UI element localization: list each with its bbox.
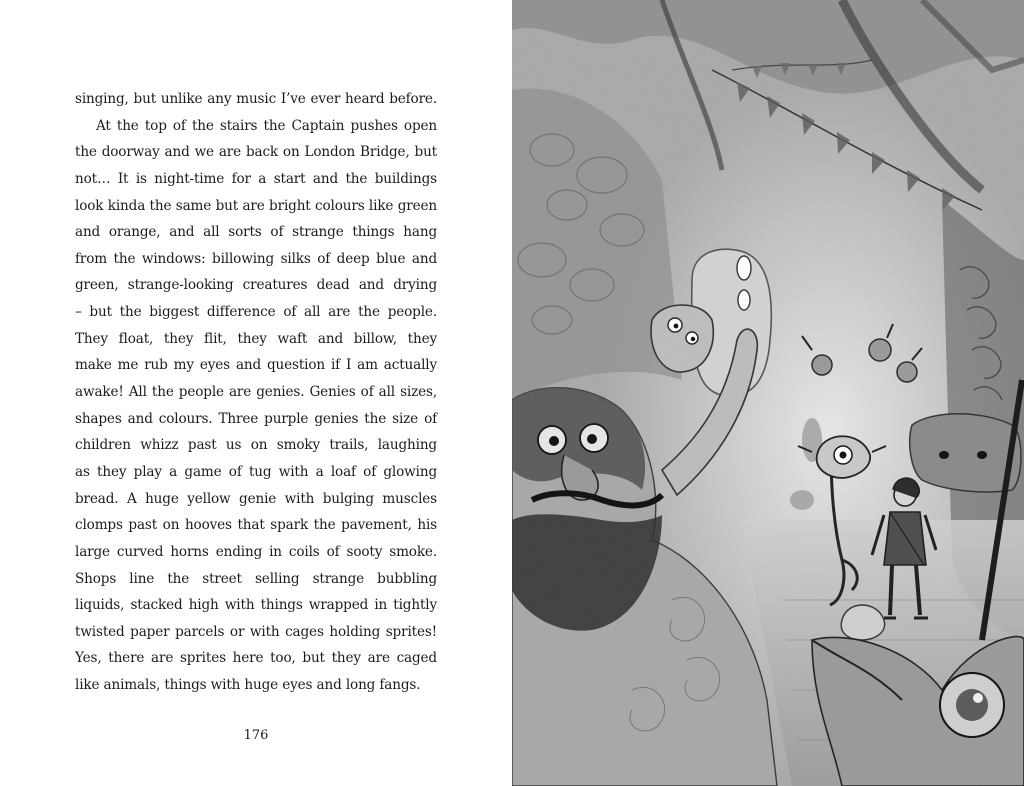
text-line: awake! All the people are genies. Genies of all sizes,	[75, 384, 437, 401]
text-line: Yes, there are sprites here too, but they are caged	[75, 650, 437, 667]
text-line: clomps past on hooves that spark the pavement, his	[75, 517, 437, 534]
text-line: twisted paper parcels or with cages holding sprites!	[75, 623, 437, 640]
text-line: make me rub my eyes and question if I am actually	[75, 357, 437, 374]
text-line: They float, they flit, they waft and billow, they	[75, 330, 437, 347]
text-line: from the windows: billowing silks of deep blue and	[75, 250, 437, 267]
text-line: – but the biggest difference of all are the people.	[75, 304, 437, 321]
text-line: shapes and colours. Three purple genies the size of	[75, 410, 437, 427]
page-number: 176	[243, 728, 269, 743]
text-line: not… It is night-time for a start and the buildings	[75, 170, 437, 187]
text-line: large curved horns ending in coils of sooty smoke.	[75, 543, 437, 560]
body-text	[75, 86, 437, 699]
genie-street-scene-illustration	[512, 0, 1024, 786]
text-line: children whizz past us on smoky trails, laughing	[75, 437, 437, 454]
text-line: and orange, and all sorts of strange things hang	[75, 224, 437, 241]
text-line: look kinda the same but are bright colours like green	[75, 197, 437, 214]
text-line: Shops line the street selling strange bubbling	[75, 570, 437, 587]
illustration-page	[512, 0, 1024, 786]
text-line: At the top of the stairs the Captain pushes open	[96, 117, 437, 134]
text-line: green, strange-looking creatures dead and drying	[75, 277, 437, 294]
text-line: the doorway and we are back on London Bridge, but	[75, 144, 437, 161]
text-line: like animals, things with huge eyes and long fangs.	[75, 677, 421, 694]
text-line: as they play a game of tug with a loaf of glowing	[75, 463, 437, 480]
text-line: liquids, stacked high with things wrapped in tightly	[75, 597, 437, 614]
text-line: singing, but unlike any music I’ve ever heard before.	[75, 91, 437, 107]
text-line: bread. A huge yellow genie with bulging muscles	[75, 490, 437, 507]
